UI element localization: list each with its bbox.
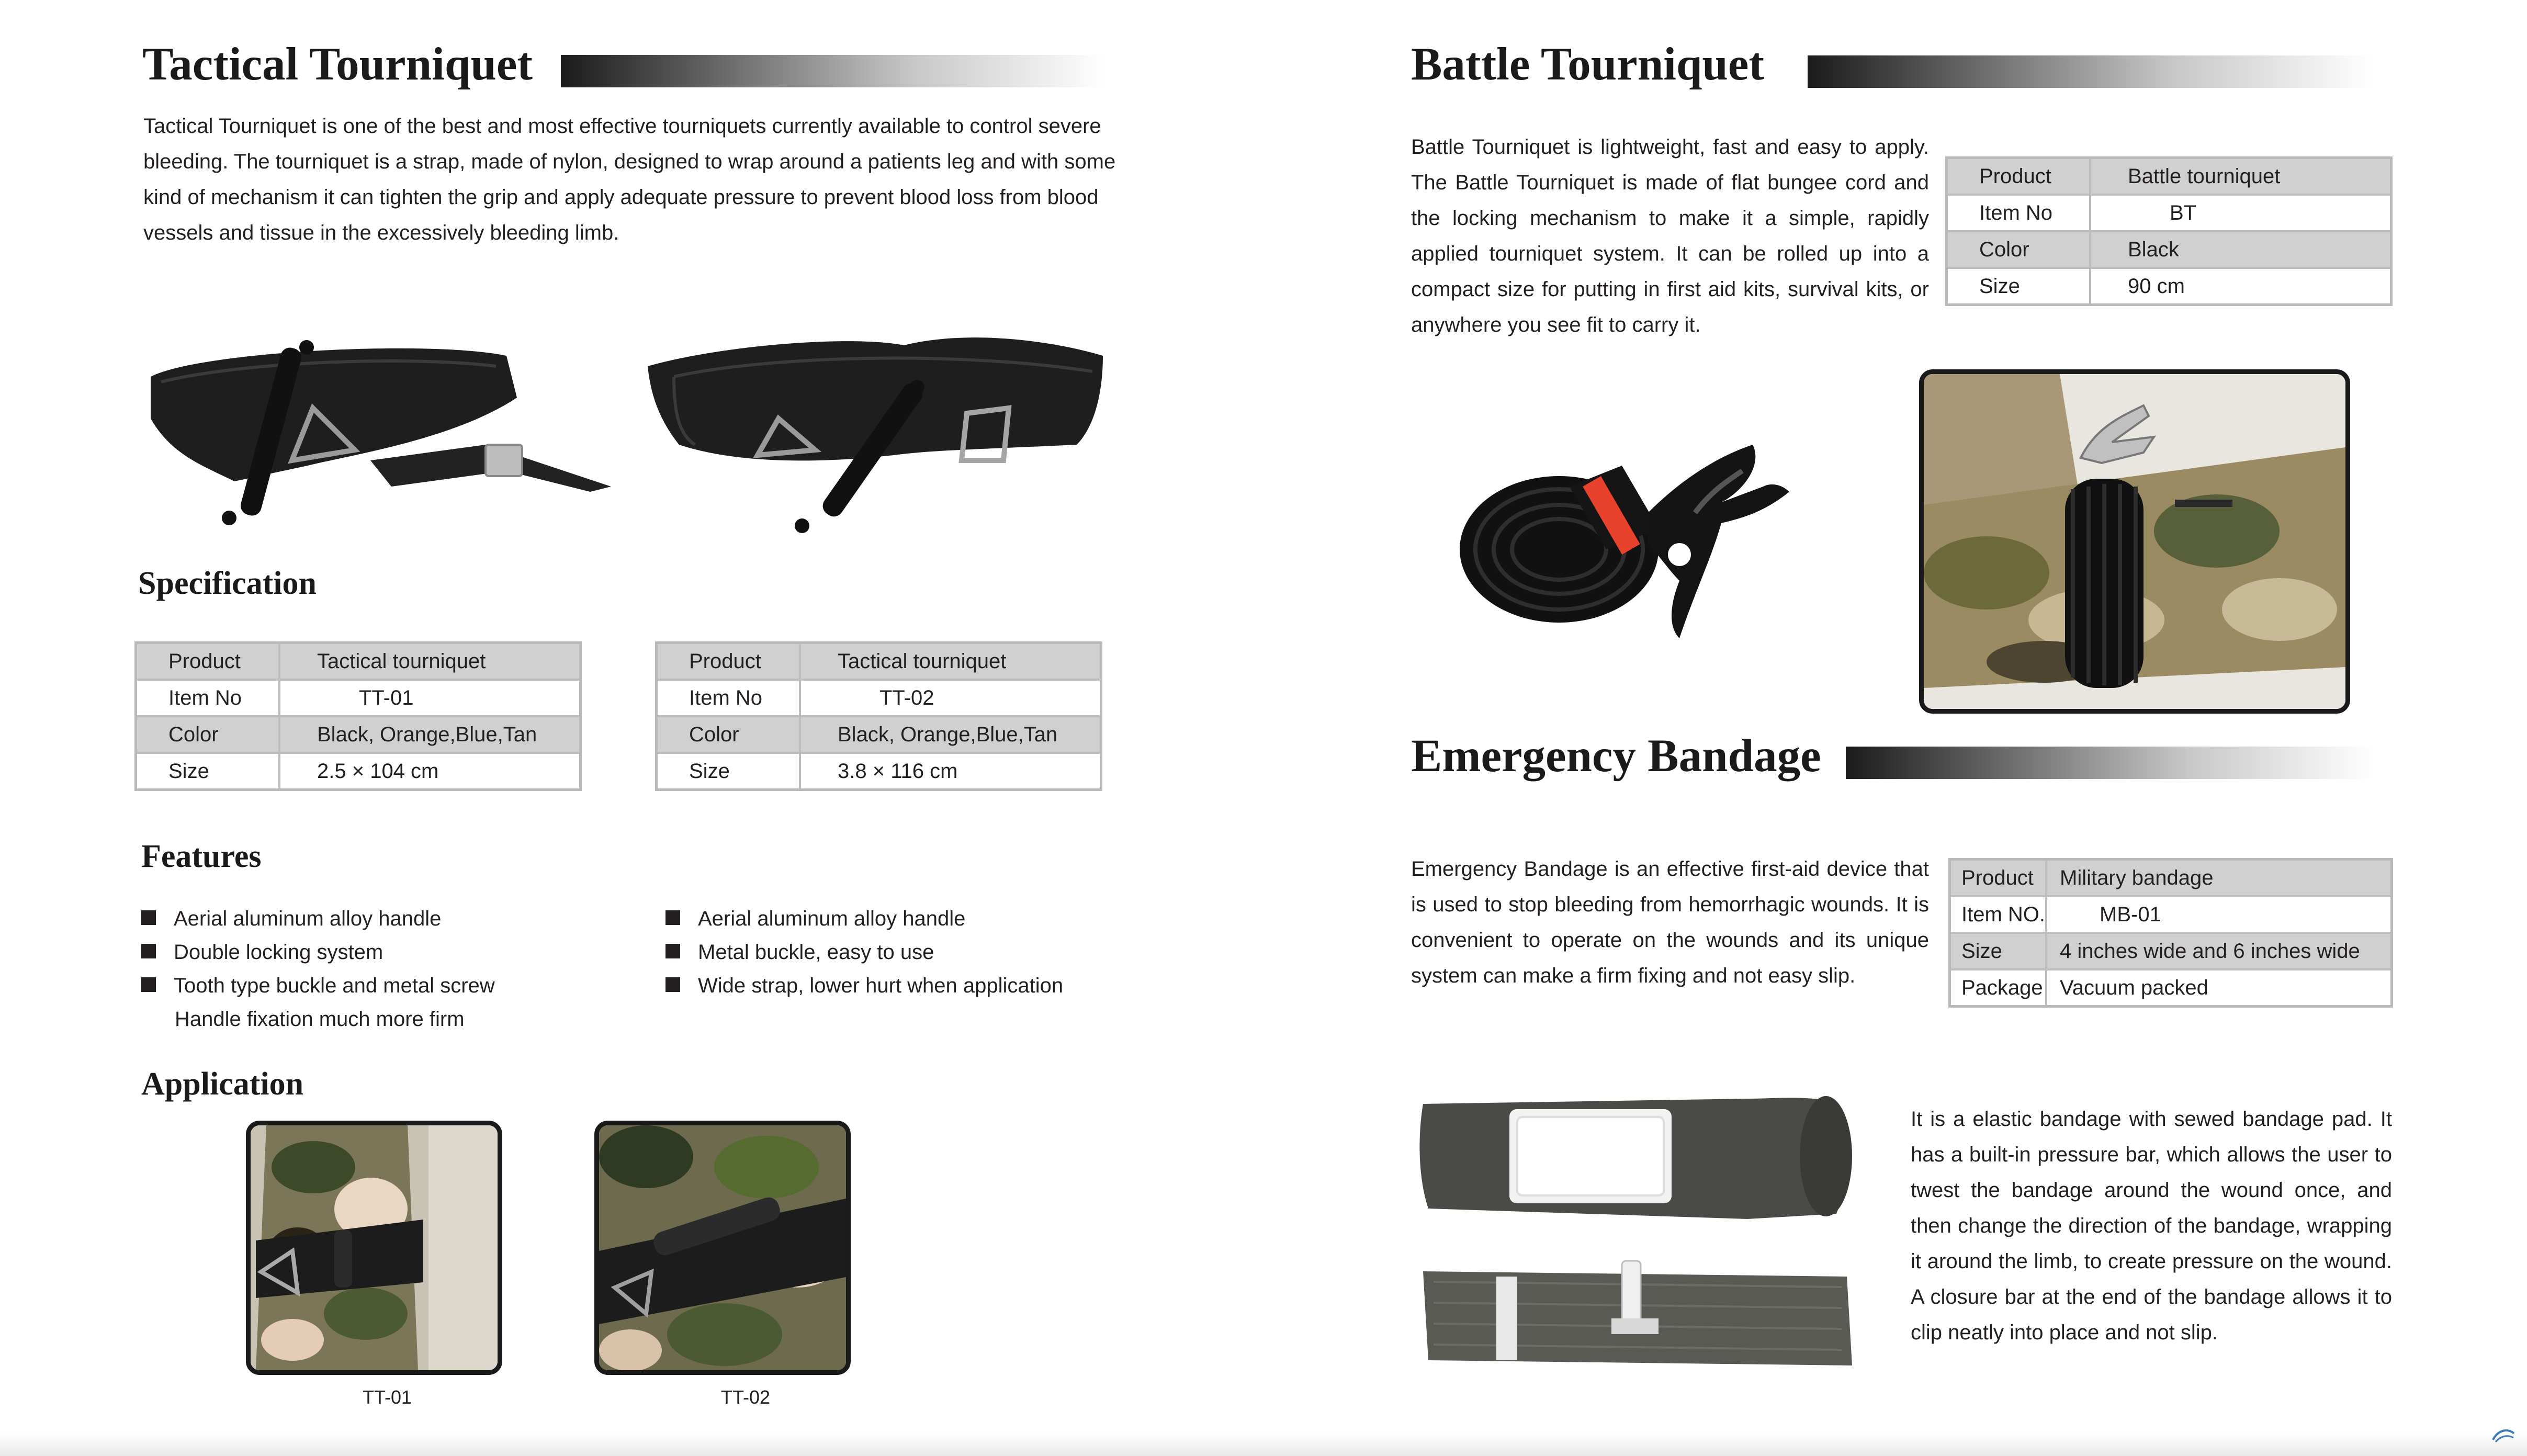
bandage-title: Emergency Bandage — [1411, 730, 1821, 782]
bullet-square-icon — [141, 910, 156, 925]
battle-title-bar — [1808, 55, 2373, 88]
spec-table-mb — [1948, 858, 2393, 1008]
spec-key: Item NO. — [1950, 896, 2047, 933]
logo-icon — [2490, 1424, 2517, 1445]
spec-table-tt02 — [655, 641, 1102, 791]
battle-application-photo — [1919, 369, 2350, 714]
emergency-bandage-images — [1413, 1083, 1863, 1407]
spec-value: 90 cm — [2090, 268, 2391, 305]
battle-description: Battle Tourniquet is lightweight, fast and easy to apply. The Battle Tourniquet is made of flat bungee cord and the locking mechanism to make it a simple, rapidly applied tourniquet system. It can be rolled up into a compact size for putting in first aid kits, survival kits, or anywhere you see fit to carry it. — [1411, 136, 1929, 336]
spec-value: Black, Orange,Blue,Tan — [800, 716, 1101, 753]
spec-value: Tactical tourniquet — [279, 643, 581, 680]
bandage-title-bar — [1846, 747, 2374, 779]
spec-key: Color — [1947, 231, 2091, 268]
feature-item: Metal buckle, easy to use — [665, 935, 1063, 969]
spec-value: 4 inches wide and 6 inches wide — [2046, 933, 2391, 969]
feature-item: Aerial aluminum alloy handle — [141, 902, 495, 935]
bandage-description: Emergency Bandage is an effective first-aid device that is used to stop bleeding from hemorrhagic wounds. It is convenient to operate on the wounds and its unique system can make a firm fixing and not easy slip. — [1411, 857, 1929, 987]
spec-table-tt01 — [134, 641, 582, 791]
feature-item: Tooth type buckle and metal screw — [141, 969, 495, 1002]
spec-key: Size — [1950, 933, 2047, 969]
spec-value: TT-01 — [279, 680, 581, 716]
caption-tt01: TT-01 — [362, 1386, 412, 1408]
spec-key: Size — [1947, 268, 2091, 305]
feature-item: Aerial aluminum alloy handle — [665, 902, 1063, 935]
tactical-title: Tactical Tourniquet — [142, 39, 533, 90]
spec-value: 3.8 × 116 cm — [800, 753, 1101, 790]
features-heading: Features — [141, 839, 262, 874]
spec-key: Size — [657, 753, 800, 790]
caption-tt02: TT-02 — [720, 1386, 771, 1408]
bandage-detail: It is a elastic bandage with sewed bandage pad. It has a built-in pressure bar, which allows the user to twest the bandage around the wound once, and then change the direction of the bandage, wrapping it around the limb, to create pressure on the wound. A closure bar at the end of the bandage allows it to clip neatly into place and not slip. — [1911, 1108, 2392, 1344]
bullet-square-icon — [665, 977, 680, 992]
application-heading: Application — [141, 1066, 304, 1102]
bullet-square-icon — [665, 910, 680, 925]
tactical-title-bar — [561, 55, 1105, 87]
tactical-tourniquet-tt01-image — [140, 335, 622, 534]
spec-value: Black, Orange,Blue,Tan — [279, 716, 581, 753]
battle-tourniquet-image — [1449, 434, 1857, 654]
spec-key: Size — [136, 753, 280, 790]
spec-value: Vacuum packed — [2046, 969, 2391, 1007]
spec-key: Product — [136, 643, 280, 680]
application-photo-tt02 — [594, 1121, 851, 1375]
page-bottom-edge — [0, 1434, 2527, 1456]
camo-arm-tt02-image — [599, 1125, 846, 1370]
spec-key: Item No — [657, 680, 800, 716]
spec-key: Package — [1950, 969, 2047, 1007]
spec-value: 2.5 × 104 cm — [279, 753, 581, 790]
spec-value: Tactical tourniquet — [800, 643, 1101, 680]
spec-key: Product — [657, 643, 800, 680]
spec-value: MB-01 — [2046, 896, 2391, 933]
spec-key: Product — [1947, 158, 2091, 195]
feature-item: Double locking system — [141, 935, 495, 969]
feature-item: Wide strap, lower hurt when application — [665, 969, 1063, 1002]
bullet-square-icon — [665, 944, 680, 958]
features-list-right — [665, 902, 1063, 1002]
spec-table-bt — [1945, 156, 2393, 306]
spec-value: TT-02 — [800, 680, 1101, 716]
specification-heading: Specification — [138, 566, 317, 601]
bullet-square-icon — [141, 944, 156, 958]
spec-value: Military bandage — [2046, 860, 2391, 897]
spec-key: Color — [136, 716, 280, 753]
camo-arm-battle-image — [1924, 374, 2345, 709]
camo-arm-tt01-image — [251, 1125, 498, 1370]
spec-key: Item No — [1947, 195, 2091, 231]
spec-value: Battle tourniquet — [2090, 158, 2391, 195]
application-photo-tt01 — [246, 1121, 502, 1375]
spec-value: BT — [2090, 195, 2391, 231]
tactical-description: Tactical Tourniquet is one of the best and most effective tourniquets currently available to control severe bleeding. The tourniquet is a strap, made of nylon, designed to wrap around a patients leg and with some kind of mechanism it can tighten the grip and apply adequate pressure to prevent blood loss from blood vessels and tissue in the excessively bleeding limb. — [143, 115, 1116, 244]
spec-key: Color — [657, 716, 800, 753]
battle-title: Battle Tourniquet — [1411, 39, 1765, 90]
features-list-left — [141, 902, 495, 1036]
spec-key: Item No — [136, 680, 280, 716]
tactical-tourniquet-tt02-image — [642, 324, 1113, 534]
feature-item-continuation: Handle fixation much more firm — [175, 1008, 465, 1031]
spec-key: Product — [1950, 860, 2047, 897]
bullet-square-icon — [141, 977, 156, 992]
spec-value: Black — [2090, 231, 2391, 268]
